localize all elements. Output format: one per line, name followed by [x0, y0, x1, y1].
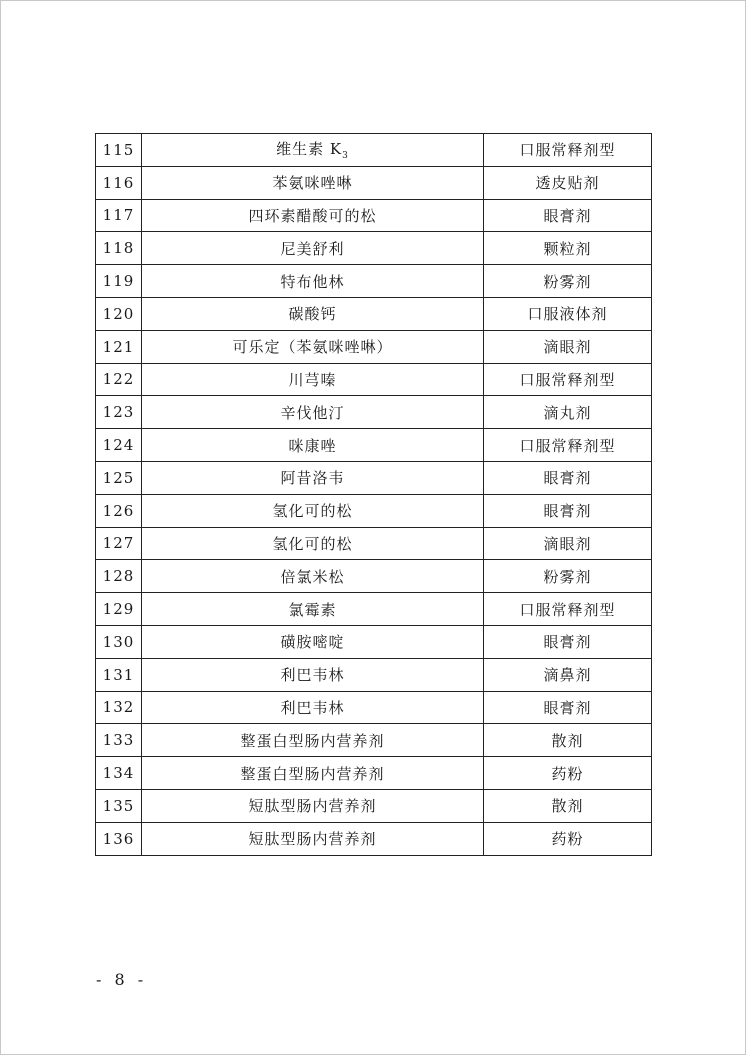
dosage-form-cell: 口服常释剂型 — [484, 363, 652, 396]
drug-name-cell — [142, 494, 484, 527]
row-number-cell: 127 — [96, 527, 142, 560]
drug-name-cell — [142, 560, 484, 593]
row-number-cell: 132 — [96, 691, 142, 724]
dosage-form-cell: 药粉 — [484, 757, 652, 790]
drug-table — [95, 133, 652, 856]
drug-name: 特布他林 — [280, 272, 345, 291]
row-number-cell: 123 — [96, 396, 142, 429]
dosage-form-cell: 滴眼剂 — [484, 527, 652, 560]
dosage-form-cell: 粉雾剂 — [484, 560, 652, 593]
table-row — [96, 166, 652, 199]
dosage-form-cell: 散剂 — [484, 724, 652, 757]
table-row — [96, 822, 652, 855]
drug-name-cell — [142, 822, 484, 855]
drug-name-cell — [142, 429, 484, 462]
dosage-form-cell: 滴眼剂 — [484, 330, 652, 363]
dosage-form-cell: 眼膏剂 — [484, 625, 652, 658]
drug-name-cell — [142, 461, 484, 494]
table-row — [96, 232, 652, 265]
drug-name-cell — [142, 330, 484, 363]
drug-name-cell — [142, 724, 484, 757]
table-row — [96, 625, 652, 658]
table-row — [96, 724, 652, 757]
row-number-cell: 120 — [96, 297, 142, 330]
drug-name-subscript: 3 — [342, 151, 349, 162]
dosage-form-cell: 眼膏剂 — [484, 461, 652, 494]
row-number-cell: 131 — [96, 658, 142, 691]
dosage-form-cell: 颗粒剂 — [484, 232, 652, 265]
table-row — [96, 134, 652, 167]
row-number-cell: 119 — [96, 265, 142, 298]
drug-name-cell — [142, 757, 484, 790]
row-number-cell: 133 — [96, 724, 142, 757]
drug-name-cell — [142, 134, 484, 167]
drug-name: 磺胺嘧啶 — [280, 633, 345, 652]
row-number-cell: 130 — [96, 625, 142, 658]
table-row — [96, 199, 652, 232]
drug-name: 可乐定（苯氨咪唑啉） — [232, 338, 393, 357]
drug-name: 整蛋白型肠内营养剂 — [240, 731, 385, 750]
row-number-cell: 118 — [96, 232, 142, 265]
drug-name-cell — [142, 658, 484, 691]
table-row — [96, 494, 652, 527]
drug-name-cell — [142, 625, 484, 658]
drug-name: 氢化可的松 — [272, 502, 353, 521]
drug-name: 辛伐他汀 — [280, 403, 345, 422]
table-row — [96, 363, 652, 396]
row-number-cell: 117 — [96, 199, 142, 232]
row-number-cell: 115 — [96, 134, 142, 167]
drug-name-cell — [142, 199, 484, 232]
drug-name: 川芎嗪 — [288, 370, 337, 389]
row-number-cell: 126 — [96, 494, 142, 527]
table-row — [96, 593, 652, 626]
row-number-cell: 121 — [96, 330, 142, 363]
row-number-cell: 125 — [96, 461, 142, 494]
drug-name: 碳酸钙 — [288, 305, 337, 324]
dosage-form-cell: 眼膏剂 — [484, 199, 652, 232]
drug-name-cell — [142, 593, 484, 626]
dosage-form-cell: 粉雾剂 — [484, 265, 652, 298]
table-row — [96, 265, 652, 298]
page-number: - 8 - — [96, 970, 148, 989]
dosage-form-cell: 滴丸剂 — [484, 396, 652, 429]
drug-name-cell — [142, 527, 484, 560]
drug-name: 短肽型肠内营养剂 — [248, 830, 377, 849]
table-row — [96, 560, 652, 593]
drug-name-cell — [142, 232, 484, 265]
row-number-cell: 134 — [96, 757, 142, 790]
row-number-cell: 135 — [96, 789, 142, 822]
drug-name-cell — [142, 363, 484, 396]
table-row — [96, 691, 652, 724]
table-row — [96, 789, 652, 822]
dosage-form-cell: 药粉 — [484, 822, 652, 855]
dosage-form-cell: 口服常释剂型 — [484, 134, 652, 167]
dosage-form-cell: 眼膏剂 — [484, 691, 652, 724]
table-row — [96, 396, 652, 429]
drug-name: 氢化可的松 — [272, 534, 353, 553]
row-number-cell: 116 — [96, 166, 142, 199]
drug-name-cell — [142, 297, 484, 330]
dosage-form-cell: 透皮贴剂 — [484, 166, 652, 199]
drug-name: 维生素 K — [276, 140, 343, 159]
drug-name-cell — [142, 396, 484, 429]
table-row — [96, 461, 652, 494]
row-number-cell: 129 — [96, 593, 142, 626]
table-row — [96, 429, 652, 462]
drug-name: 短肽型肠内营养剂 — [248, 797, 377, 816]
drug-name: 利巴韦林 — [280, 698, 345, 717]
row-number-cell: 128 — [96, 560, 142, 593]
drug-name: 四环素醋酸可的松 — [248, 206, 377, 225]
dosage-form-cell: 口服常释剂型 — [484, 429, 652, 462]
table-row — [96, 297, 652, 330]
drug-name-cell — [142, 789, 484, 822]
drug-name-cell — [142, 691, 484, 724]
row-number-cell: 124 — [96, 429, 142, 462]
dosage-form-cell: 口服常释剂型 — [484, 593, 652, 626]
row-number-cell: 136 — [96, 822, 142, 855]
table-row — [96, 527, 652, 560]
drug-name: 氯霉素 — [288, 600, 337, 619]
table-row — [96, 658, 652, 691]
drug-name: 咪康唑 — [288, 436, 337, 455]
row-number-cell: 122 — [96, 363, 142, 396]
drug-name: 尼美舒利 — [280, 239, 345, 258]
drug-name: 阿昔洛韦 — [280, 469, 345, 488]
drug-name-cell — [142, 166, 484, 199]
table-row — [96, 757, 652, 790]
dosage-form-cell: 散剂 — [484, 789, 652, 822]
drug-name: 苯氨咪唑啉 — [272, 174, 353, 193]
dosage-form-cell: 滴鼻剂 — [484, 658, 652, 691]
table-row — [96, 330, 652, 363]
dosage-form-cell: 口服液体剂 — [484, 297, 652, 330]
table-body — [96, 134, 652, 856]
drug-name: 整蛋白型肠内营养剂 — [240, 764, 385, 783]
drug-name: 利巴韦林 — [280, 666, 345, 685]
drug-name: 倍氯米松 — [280, 567, 345, 586]
drug-name-cell — [142, 265, 484, 298]
dosage-form-cell: 眼膏剂 — [484, 494, 652, 527]
